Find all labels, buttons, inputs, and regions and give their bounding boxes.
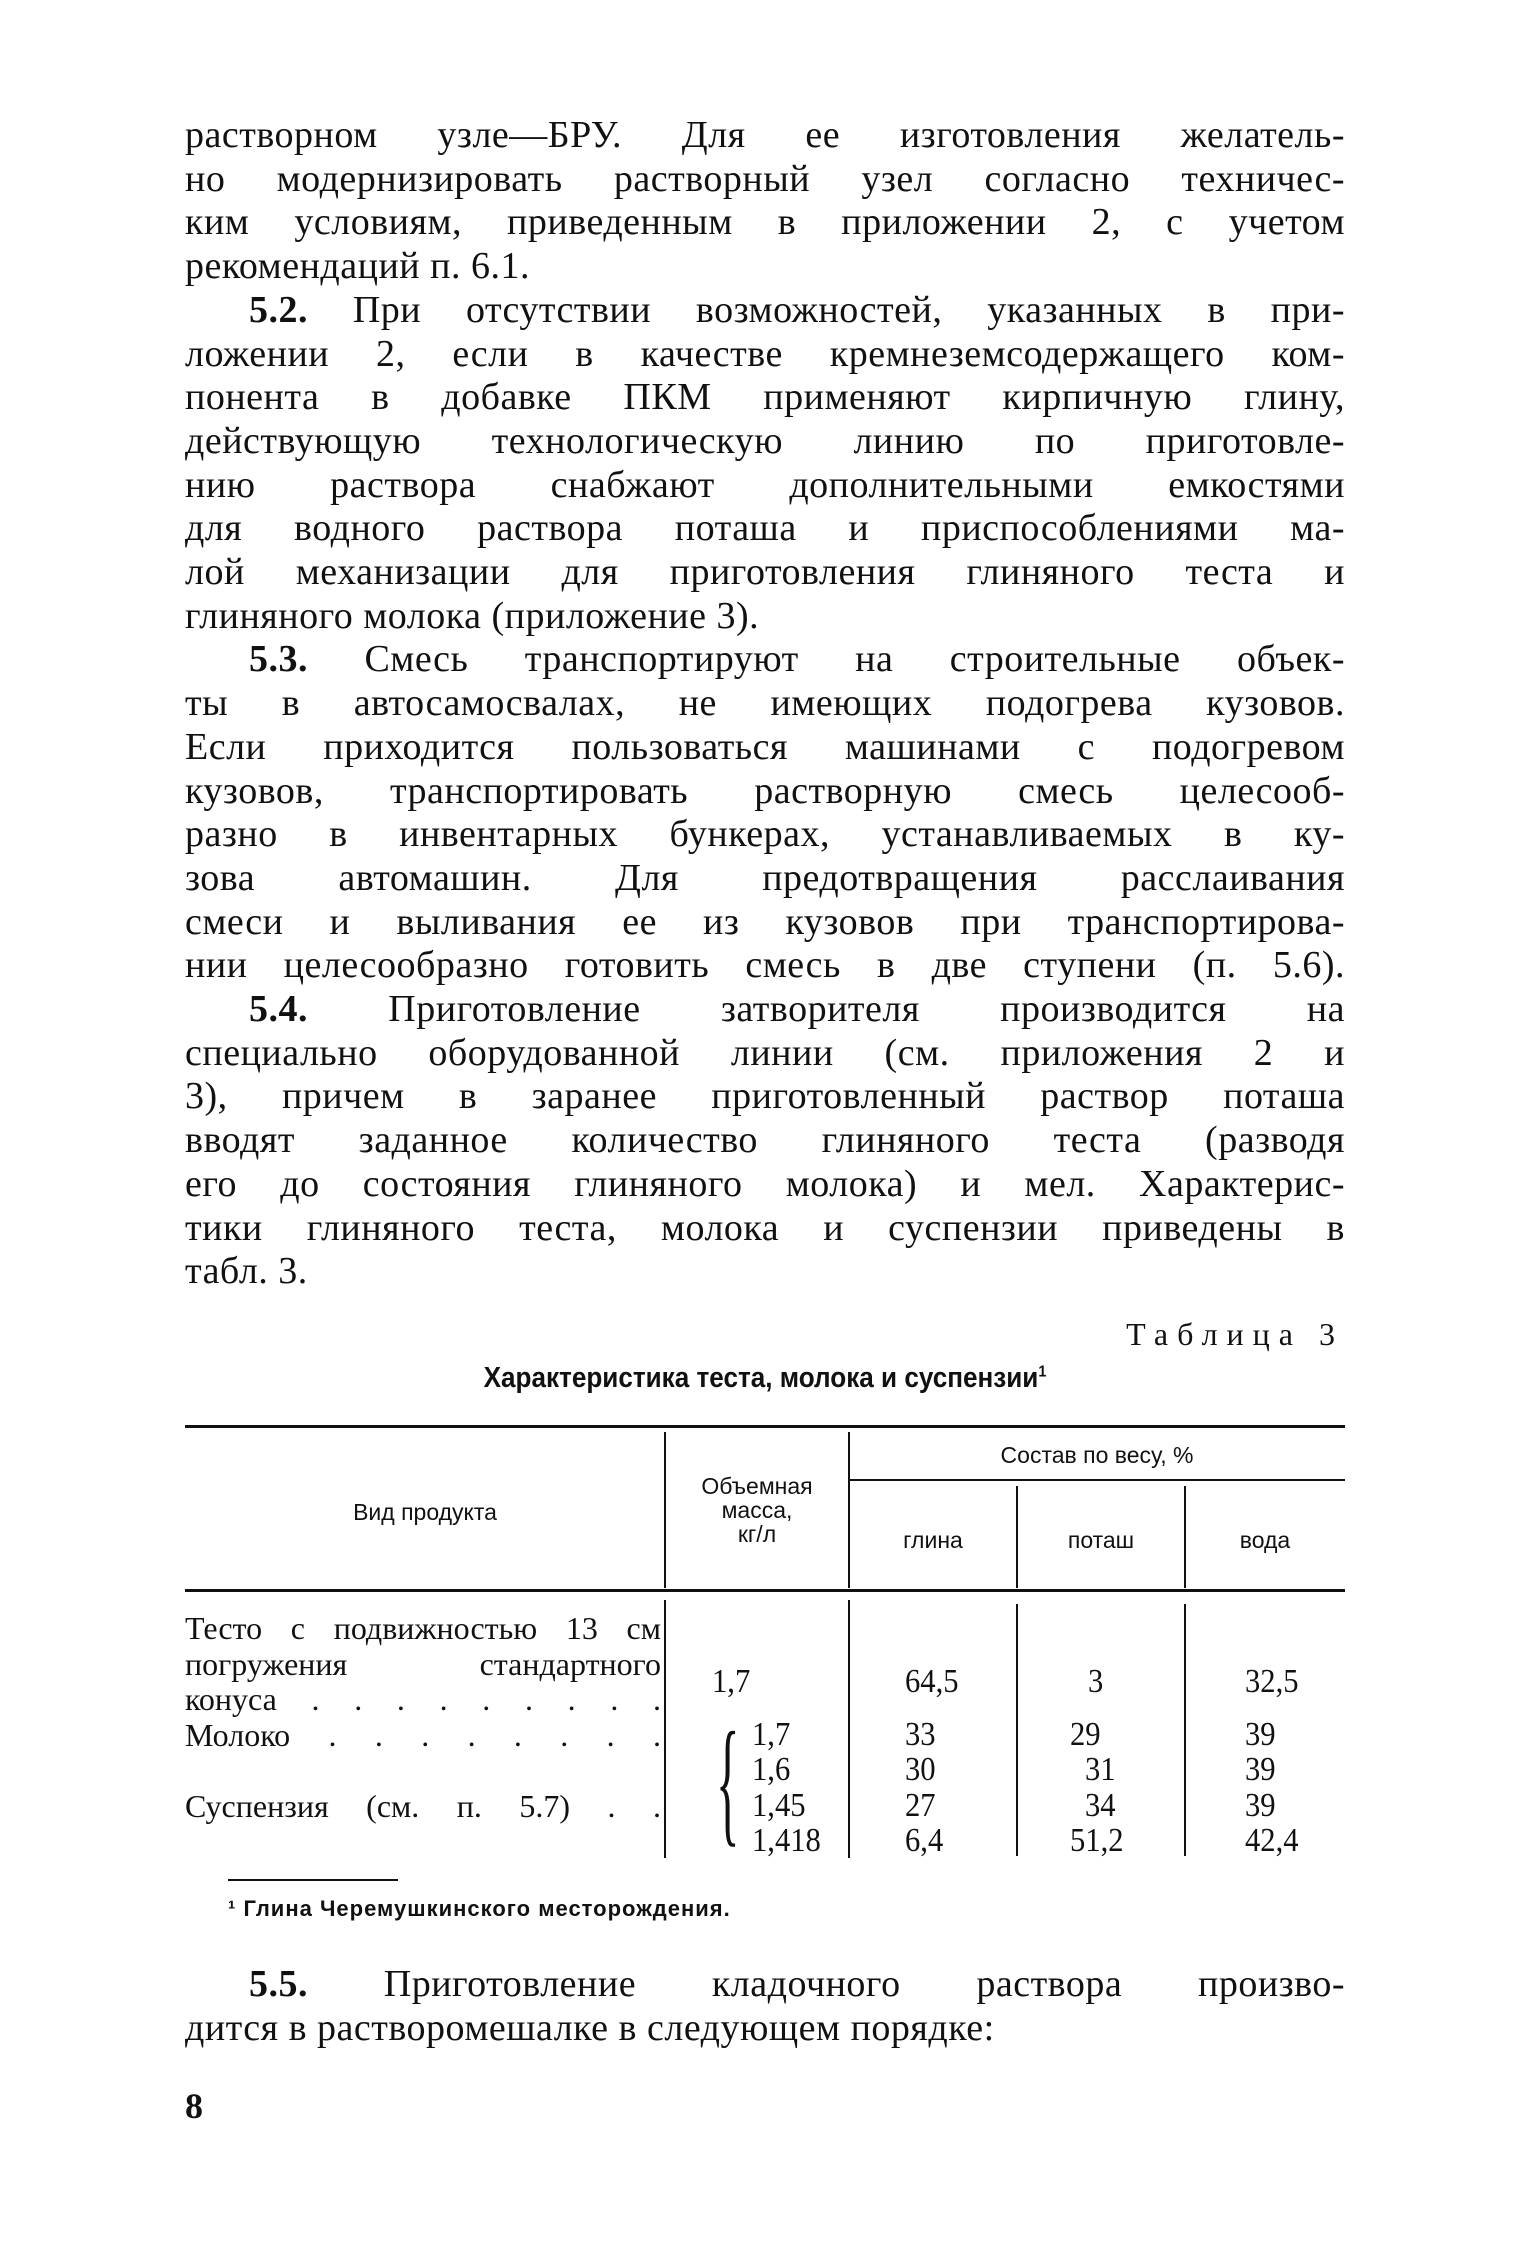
text-line bbox=[185, 1206, 1345, 1250]
text-line bbox=[185, 375, 1345, 419]
line-text: дится в растворомешалке в следующем порядке: bbox=[185, 2006, 995, 2049]
header-water: вода bbox=[1239, 1527, 1291, 1553]
composition-rule bbox=[849, 1479, 1345, 1481]
line-text: специально оборудованной линии (см. приложения 2 и bbox=[185, 1031, 1345, 1074]
text-line bbox=[185, 594, 1345, 638]
text-line bbox=[185, 769, 1345, 813]
col-divider bbox=[1016, 1604, 1018, 1856]
header-density bbox=[665, 1474, 849, 1546]
line-text: растворном узле—БРУ. Для ее изготовления желатель- bbox=[185, 114, 1345, 156]
section-number: 5.2. bbox=[249, 288, 308, 331]
line-text: разно в инвентарных бункерах, устанавливаемых в ку- bbox=[185, 813, 1345, 856]
text-line bbox=[185, 900, 1345, 944]
text-line bbox=[249, 637, 1345, 681]
page-number: 8 bbox=[185, 2086, 203, 2126]
text-line bbox=[185, 113, 1345, 157]
cell-potash: 3 bbox=[1088, 1663, 1104, 1700]
line-text: нии целесообразно готовить смесь в две ступени (п. 5.6). bbox=[185, 944, 1345, 987]
line-text: При отсутствии возможностей, указанных в при- bbox=[308, 288, 1345, 331]
text-line bbox=[185, 2006, 1345, 2050]
section-number: 5.4. bbox=[249, 988, 308, 1030]
text-line bbox=[185, 244, 1345, 288]
text-line bbox=[185, 506, 1345, 550]
text-line bbox=[249, 987, 1345, 1031]
line-text: ты в автосамосвалах, не имеющих подогрева кузовов. bbox=[185, 682, 1345, 725]
cell-density: 1,6 bbox=[752, 1751, 791, 1788]
table-label: Таблица 3 bbox=[1126, 1316, 1344, 1352]
header-density-line: кг/л bbox=[737, 1521, 777, 1547]
cell-water: 39 bbox=[1245, 1787, 1276, 1824]
section-number: 5.3. bbox=[249, 638, 308, 681]
text-line bbox=[185, 1031, 1345, 1075]
footnote-mark: 1 bbox=[1038, 1363, 1047, 1381]
cell-water: 39 bbox=[1245, 1751, 1276, 1788]
line-text: лой механизации для приготовления глиняного теста и bbox=[185, 551, 1345, 593]
line-text: табл. 3. bbox=[185, 1250, 308, 1293]
brace-symbol: { bbox=[716, 1704, 740, 1859]
header-composition: Состав по весу, % bbox=[1000, 1442, 1194, 1468]
col-divider bbox=[1184, 1604, 1186, 1856]
line-text: кузовов, транспортировать растворную смесь целесооб- bbox=[185, 769, 1345, 812]
line-text: смеси и выливания ее из кузовов при транспортирова- bbox=[185, 900, 1345, 943]
header-product: Вид продукта bbox=[353, 1499, 497, 1525]
table-title bbox=[243, 1362, 1287, 1395]
line-text: его до состояния глиняного молока) и мел. Характерис- bbox=[185, 1162, 1345, 1205]
cell-density: 1,7 bbox=[712, 1663, 751, 1700]
text-line bbox=[185, 856, 1345, 900]
cell-water: 39 bbox=[1245, 1716, 1276, 1753]
row-label: Суспензия (см. п. 5.7) . . bbox=[185, 1788, 661, 1824]
text-line bbox=[185, 550, 1345, 594]
line-text: Смесь транспортируют на строительные объек- bbox=[308, 638, 1345, 681]
cell-density: 1,418 bbox=[752, 1822, 821, 1859]
cell-water: 32,5 bbox=[1245, 1663, 1299, 1700]
cell-potash: 29 bbox=[1070, 1716, 1101, 1753]
line-text: 3), причем в заранее приготовленный раствор поташа bbox=[185, 1075, 1345, 1118]
row-label: погружения стандартного bbox=[185, 1646, 661, 1682]
cell-density: 1,7 bbox=[752, 1716, 791, 1753]
line-text: тики глиняного теста, молока и суспензии приведены в bbox=[185, 1206, 1345, 1249]
table-top-rule bbox=[185, 1425, 1345, 1428]
cell-density: 1,45 bbox=[752, 1787, 806, 1824]
line-text: действующую технологическую линию по приготовле- bbox=[185, 419, 1345, 462]
table-title-text: Характеристика теста, молока и суспензии bbox=[483, 1362, 1039, 1394]
line-text: нию раствора снабжают дополнительными емкостями bbox=[185, 463, 1345, 506]
line-text: для водного раствора поташа и приспособлениями ма- bbox=[185, 507, 1345, 550]
text-line bbox=[185, 419, 1345, 463]
line-text: Если приходится пользоваться машинами с подогревом bbox=[185, 725, 1345, 768]
cell-clay: 30 bbox=[905, 1751, 936, 1788]
text-line bbox=[185, 943, 1345, 987]
cell-clay: 33 bbox=[905, 1716, 936, 1753]
col-divider bbox=[848, 1600, 850, 1858]
header-clay: глина bbox=[903, 1527, 963, 1553]
text-line bbox=[185, 332, 1345, 376]
text-line bbox=[185, 1118, 1345, 1162]
cell-potash: 34 bbox=[1085, 1787, 1116, 1824]
text-line bbox=[185, 1074, 1345, 1118]
text-line bbox=[249, 1962, 1345, 2006]
row-label: конуса . . . . . . . . . bbox=[185, 1681, 661, 1717]
cell-potash: 31 bbox=[1085, 1751, 1116, 1788]
text-line bbox=[185, 200, 1345, 244]
line-text: Приготовление затворителя производится на bbox=[308, 988, 1345, 1030]
header-bottom-rule bbox=[185, 1589, 1345, 1592]
cell-clay: 27 bbox=[905, 1787, 936, 1824]
cell-water: 42,4 bbox=[1245, 1822, 1299, 1859]
table-footnote: ¹ Глина Черемушкинского месторождения. bbox=[228, 1896, 731, 1921]
line-text: понента в добавке ПКМ применяют кирпичную глину, bbox=[185, 376, 1345, 419]
text-line bbox=[185, 157, 1345, 201]
text-line bbox=[249, 288, 1345, 332]
cell-clay: 64,5 bbox=[905, 1663, 959, 1700]
cell-clay: 6,4 bbox=[905, 1822, 944, 1859]
header-density-line: Объемная bbox=[701, 1473, 813, 1499]
text-line bbox=[185, 725, 1345, 769]
text-line bbox=[185, 1162, 1345, 1206]
line-text: рекомендаций п. 6.1. bbox=[185, 245, 530, 288]
line-text: ложении 2, если в качестве кремнеземсодержащего ком- bbox=[185, 332, 1345, 375]
header-density-line: масса, bbox=[721, 1497, 793, 1523]
row-label: Молоко . . . . . . . . bbox=[185, 1717, 661, 1753]
text-line bbox=[185, 1249, 1345, 1293]
row-label: Тесто с подвижностью 13 см bbox=[185, 1610, 661, 1646]
col-divider bbox=[664, 1600, 666, 1858]
line-text: ким условиям, приведенным в приложении 2, с учетом bbox=[185, 201, 1345, 244]
cell-potash: 51,2 bbox=[1070, 1822, 1124, 1859]
text-line bbox=[185, 681, 1345, 725]
text-line bbox=[185, 463, 1345, 507]
section-number: 5.5. bbox=[249, 1963, 308, 2005]
text-line bbox=[185, 812, 1345, 856]
line-text: вводят заданное количество глиняного теста (разводя bbox=[185, 1119, 1345, 1162]
header-potash: поташ bbox=[1067, 1527, 1135, 1553]
line-text: но модернизировать растворный узел согласно техничес- bbox=[185, 157, 1345, 200]
line-text: Приготовление кладочного раствора произво- bbox=[308, 1963, 1345, 2005]
line-text: глиняного молока (приложение 3). bbox=[185, 594, 760, 637]
line-text: зова автомашин. Для предотвращения расслаивания bbox=[185, 856, 1345, 899]
footnote-rule bbox=[228, 1879, 398, 1881]
